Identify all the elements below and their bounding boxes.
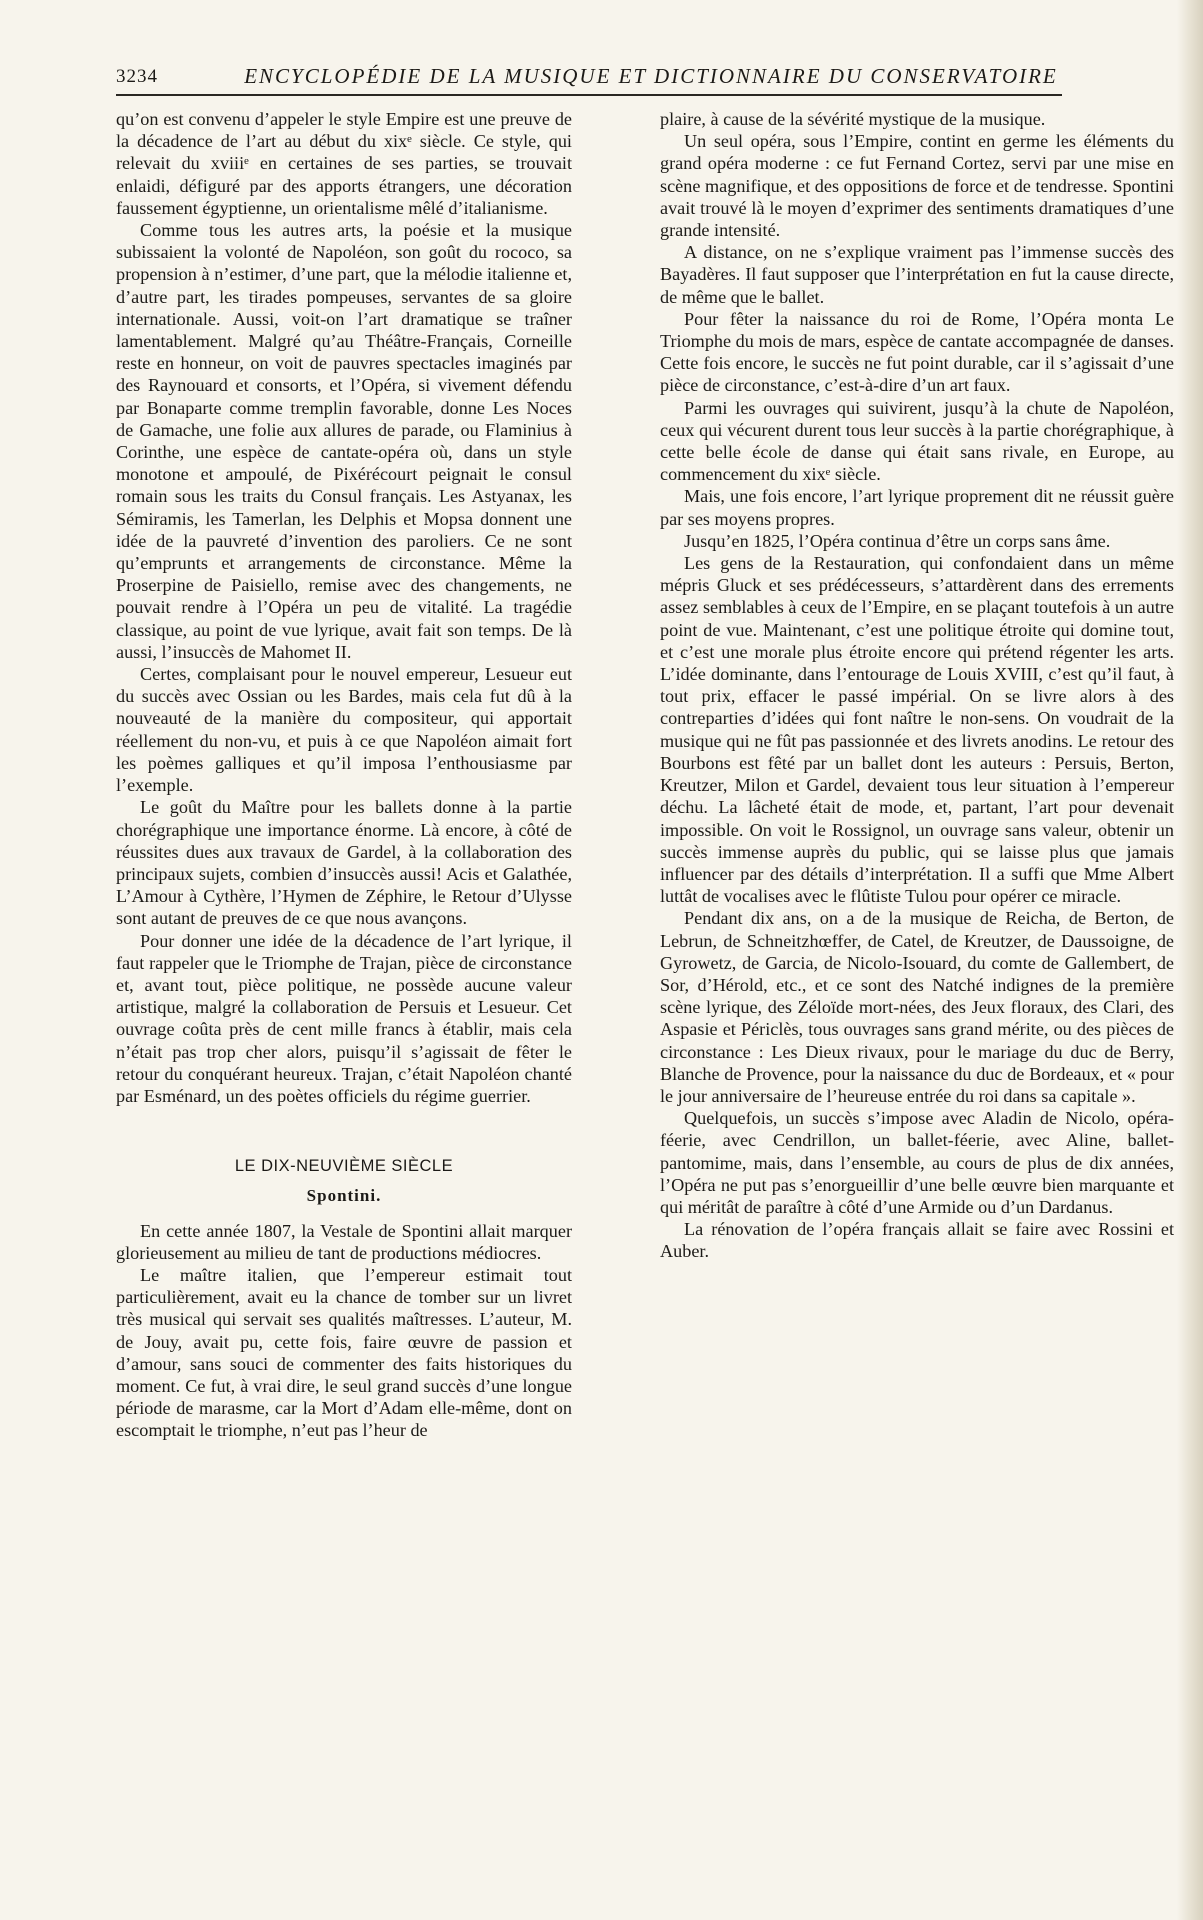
- paragraph: Pendant dix ans, on a de la musique de Reicha, de Berton, de Lebrun, de Schneitzhœffer, de Catel, de Kreutzer, de Daussoigne, de Gyrowetz, de Garcia, de Nicolo-Isouard, du comte de Gallembert, de Sor, d’Hérold, etc., et ce sont des Natché indignes de la première scène lyrique, des Zéloïde mort-nées, des Jeux floraux, des Clari, des Aspasie et Périclès, tous ouvrages sans grand mérite, ou des pièces de circonstance : Les Dieux rivaux, pour le mariage du duc de Berry, Blanche de Provence, pour la naissance du duc de Bordeaux, et « pour le jour anniversaire de l’heureuse entrée du roi dans sa capitale ».: [660, 908, 1174, 1106]
- paragraph: Comme tous les autres arts, la poésie et la musique subissaient la volonté de Napoléon, son goût du rococo, sa propension à n’estimer, d’une part, que la mélodie italienne et, d’autre part, les tirades pompeuses, servantes de sa gloire internationale. Aussi, voit-on l’art dramatique se traîner lamentablement. Malgré qu’au Théâtre-Français, Corneille reste en honneur, on voit de pauvres spectacles imaginés par des Raynouard et consorts, et l’Opéra, si vivement défendu par Bonaparte comme tremplin favorable, donne Les Noces de Gamache, une folie aux allures de parade, ou Flaminius à Corinthe, une espèce de cantate-opéra où, dans un style monotone et ampoulé, de Pixérécourt peignait le consul romain sous les traits du Consul français. Les Astyanax, les Sémiramis, les Tamerlan, les Delphis et Mopsa donnent une idée de la pauvreté d’invention des paroliers. Ce ne sont qu’emprunts et arrangements de circonstance. Même la Proserpine de Paisiello, remise avec des changements, ne pouvait rendre à l’Opéra un peu de vitalité. La tragédie classique, au point de vue lyrique, avait fait son temps. De là aussi, l’insuccès de Mahomet II.: [116, 220, 572, 662]
- paragraph: Les gens de la Restauration, qui confondaient dans un même mépris Gluck et ses prédécesseurs, s’attardèrent dans des errements assez semblables à ceux de l’Empire, en se plaçant toutefois à un autre point de vue. Maintenant, c’est une politique étroite qui domine tout, et c’est une morale plus étroite encore qui prétend régenter les arts. L’idée dominante, dans l’entourage de Louis XVIII, c’est qu’il faut, à tout prix, effacer le passé impérial. On se livre alors à des contreparties d’idées qui font naître le non-sens. On voudrait de la musique qui ne fût pas passionnée et des livrets anodins. Le retour des Bourbons est fêté par un ballet dont les auteurs : Persuis, Berton, Kreutzer, Milon et Gardel, devaient tous leur situation à l’empereur déchu. La lâcheté était de mode, et, partant, l’art pour devenait impossible. On voit le Rossignol, un ouvrage sans valeur, obtenir un succès immense auprès du public, qui se laisse plus que jamais influencer par des détails d’interprétation. Il a suffi que Mme Albert luttât de vocalises avec le flûtiste Tulou pour opérer ce miracle.: [660, 553, 1174, 907]
- paragraph: qu’on est convenu d’appeler le style Empire est une preuve de la décadence de l’art au début du xixᵉ siècle. Ce style, qui relevait du xviiiᵉ en certaines de ses parties, se trouvait enlaidi, défiguré par des apports étrangers, une décoration faussement égyptienne, un orientalisme mêlé d’italianisme.: [116, 109, 572, 218]
- running-head: ENCYCLOPÉDIE DE LA MUSIQUE ET DICTIONNAIRE DU CONSERVATOIRE: [244, 64, 1058, 88]
- paragraph: Un seul opéra, sous l’Empire, contint en germe les éléments du grand opéra moderne : ce fut Fernand Cortez, servi par une mise en scène magnifique, et des oppositions de force et de tendresse. Spontini avait trouvé là le moyen d’exprimer des sentiments dramatiques d’une grande intensité.: [660, 131, 1174, 241]
- paragraph: Le goût du Maître pour les ballets donne à la partie chorégraphique une importance énorme. Là encore, à côté de réussites dues aux travaux de Gardel, à la collaboration des principaux sujets, combien d’insuccès aussi! Acis et Galathée, L’Amour à Cythère, l’Hymen de Zéphire, le Retour d’Ulysse sont autant de preuves de ce que nous avançons.: [116, 797, 572, 929]
- paragraph: plaire, à cause de la sévérité mystique de la musique.: [660, 109, 1046, 129]
- right-column: [660, 108, 1174, 1263]
- paragraph: Pour fêter la naissance du roi de Rome, l’Opéra monta Le Triomphe du mois de mars, espèce de cantate accompagnée de danses. Cette fois encore, le succès ne fut point durable, car il s’agissait d’une pièce de circonstance, c’est-à-dire d’un art faux.: [660, 308, 1174, 396]
- left-column: [116, 108, 572, 1442]
- page-header: [116, 64, 1062, 96]
- paragraph: Pour donner une idée de la décadence de l’art lyrique, il faut rappeler que le Triomphe de Trajan, pièce de circonstance et, avant tout, pièce politique, ne possède aucune valeur artistique, malgré la collaboration de Persuis et Lesueur. Cet ouvrage coûta près de cent mille francs à établir, mais cela n’était pas trop cher alors, puisqu’il s’agissait de fêter le retour du conquérant heureux. Trajan, c’était Napoléon chanté par Esménard, un des poètes officiels du régime guerrier.: [116, 930, 572, 1106]
- paragraph: Jusqu’en 1825, l’Opéra continua d’être un corps sans âme.: [684, 530, 1111, 551]
- paragraph: A distance, on ne s’explique vraiment pas l’immense succès des Bayadères. Il faut supposer que l’interprétation en fut la cause directe, de même que le ballet.: [660, 242, 1174, 307]
- paragraph: Certes, complaisant pour le nouvel empereur, Lesueur eut du succès avec Ossian ou les Bardes, mais cela fut dû à la nouveauté de la manière du compositeur, qui apportait réellement du non-vu, et puis à ce que Napoléon aimait fort les poèmes galliques et qu’il imposa l’enthousiasme par l’exemple.: [116, 664, 572, 796]
- paragraph: Parmi les ouvrages qui suivirent, jusqu’à la chute de Napoléon, ceux qui vécurent durent tous leur succès à la partie chorégraphique, à cette belle école de danse qui était sans rivale, en Europe, au commencement du xixᵉ siècle.: [660, 397, 1174, 485]
- page-edge-shadow: [1177, 0, 1203, 1920]
- paragraph: La rénovation de l’opéra français allait se faire avec Rossini et Auber.: [660, 1219, 1174, 1262]
- section-subtitle: Spontini.: [306, 1186, 382, 1206]
- paragraph: Quelquefois, un succès s’impose avec Aladin de Nicolo, opéra-féerie, avec Cendrillon, un ballet-féerie, avec Aline, ballet-pantomime, mais, dans l’ensemble, au cours de plus de dix années, l’Opéra ne put pas s’enorgueillir d’une belle œuvre bien marquante et qui méritât de paraître à côté d’une Armide ou d’un Dardanus.: [660, 1108, 1174, 1217]
- paragraph: Le maître italien, que l’empereur estimait tout particulièrement, avait eu la chance de tomber sur un livret très musical qui servait ses qualités maîtresses. L’auteur, M. de Jouy, avait pu, cette fois, faire œuvre de passion et d’amour, sans souci de commenter des faits historiques du moment. Ce fut, à vrai dire, le seul grand succès d’une longue période de marasme, car la Mort d’Adam elle-même, dont on escomptait le triomphe, n’eut pas l’heur de: [116, 1264, 572, 1441]
- paragraph: En cette année 1807, la Vestale de Spontini allait marquer glorieusement au milieu de tant de productions médiocres.: [116, 1220, 572, 1263]
- section-title: LE DIX-NEUVIÈME SIÈCLE: [234, 1157, 454, 1176]
- page-number: 3234: [116, 66, 158, 87]
- paragraph: Mais, une fois encore, l’art lyrique proprement dit ne réussit guère par ses moyens propres.: [660, 486, 1174, 529]
